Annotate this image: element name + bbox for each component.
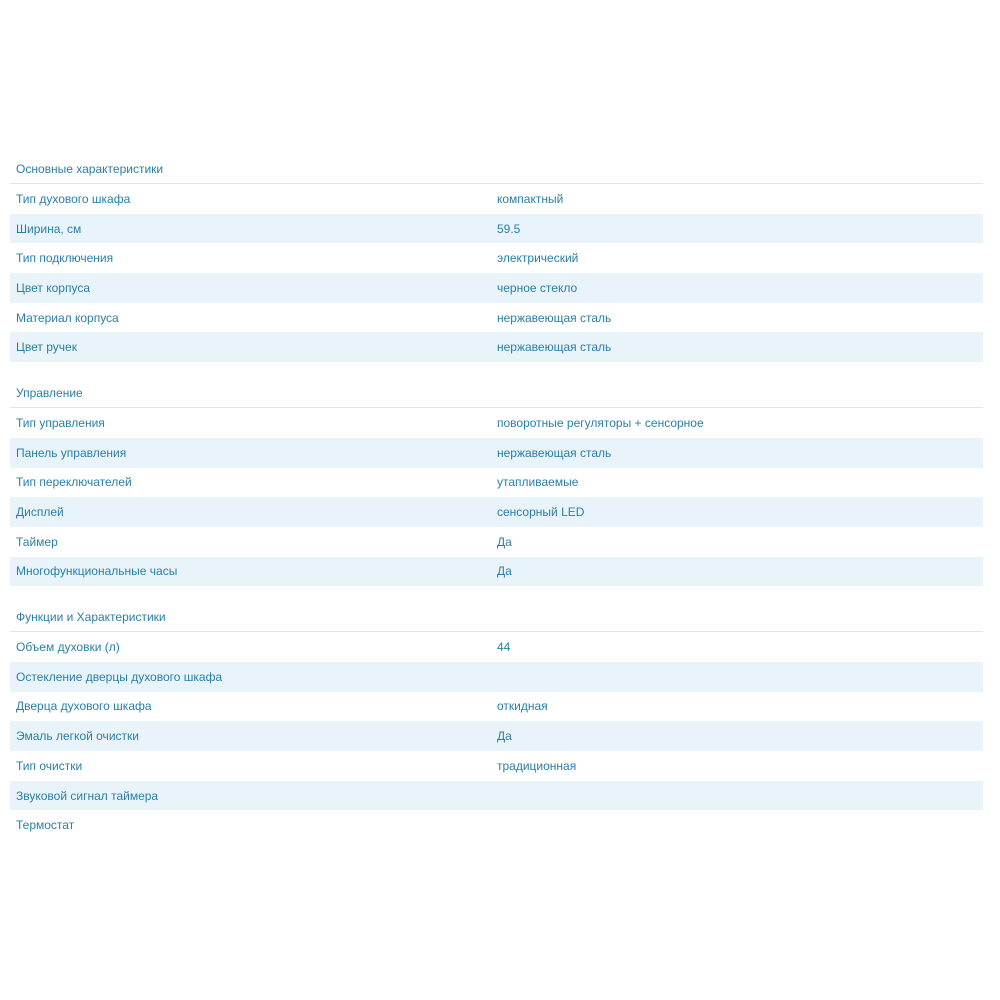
spec-label: Материал корпуса xyxy=(16,310,119,325)
table-row xyxy=(10,781,983,811)
spec-label: Цвет корпуса xyxy=(16,280,90,295)
table-row xyxy=(10,557,983,587)
table-row xyxy=(10,273,983,303)
spec-label: Дисплей xyxy=(16,505,64,520)
section-main-characteristics xyxy=(10,155,983,362)
spec-value: поворотные регуляторы + сенсорное xyxy=(497,415,704,430)
spec-label: Панель управления xyxy=(16,445,127,460)
spec-value: нержавеющая сталь xyxy=(497,310,612,325)
spec-value: электрический xyxy=(497,251,579,266)
table-row xyxy=(10,751,983,781)
spec-value: Да xyxy=(497,534,512,549)
spec-value: 59.5 xyxy=(497,221,521,236)
table-row xyxy=(10,243,983,273)
table-row xyxy=(10,468,983,498)
spec-label: Звуковой сигнал таймера xyxy=(16,788,159,803)
section-title: Функции и Характеристики xyxy=(10,603,983,632)
table-row xyxy=(10,332,983,362)
spec-label: Тип духового шкафа xyxy=(16,191,131,206)
table-row xyxy=(10,662,983,692)
spec-label: Эмаль легкой очистки xyxy=(16,729,139,744)
spec-value: традиционная xyxy=(497,758,577,773)
spec-table xyxy=(10,155,983,840)
table-row xyxy=(10,303,983,333)
spec-value: откидная xyxy=(497,699,548,714)
spec-label: Дверца духового шкафа xyxy=(16,699,152,714)
spec-label: Многофункциональные часы xyxy=(16,564,178,579)
spec-label: Цвет ручек xyxy=(16,340,77,355)
section-controls xyxy=(10,379,983,586)
section-functions xyxy=(10,603,983,840)
spec-label: Объем духовки (л) xyxy=(16,640,120,655)
spec-value: Да xyxy=(497,564,512,579)
spec-value: нержавеющая сталь xyxy=(497,340,612,355)
spec-label: Тип управления xyxy=(16,415,105,430)
spec-value: компактный xyxy=(497,191,564,206)
table-row xyxy=(10,692,983,722)
table-row xyxy=(10,497,983,527)
spec-label: Термостат xyxy=(16,818,75,833)
spec-value: нержавеющая сталь xyxy=(497,445,612,460)
spec-value: 44 xyxy=(497,640,511,655)
spec-value: утапливаемые xyxy=(497,475,579,490)
table-row xyxy=(10,810,983,840)
spec-label: Таймер xyxy=(16,534,58,549)
table-row xyxy=(10,632,983,662)
section-title: Управление xyxy=(10,379,983,408)
table-row xyxy=(10,408,983,438)
spec-label: Остекление дверцы духового шкафа xyxy=(16,669,223,684)
table-row xyxy=(10,184,983,214)
spec-label: Тип переключателей xyxy=(16,475,132,490)
spec-label: Ширина, см xyxy=(16,221,82,236)
spec-label: Тип подключения xyxy=(16,251,114,266)
table-row xyxy=(10,438,983,468)
spec-value: Да xyxy=(497,729,512,744)
section-title: Основные характеристики xyxy=(10,155,983,184)
spec-value: сенсорный LED xyxy=(497,505,585,520)
table-row xyxy=(10,214,983,244)
spec-value: черное стекло xyxy=(497,280,578,295)
table-row xyxy=(10,527,983,557)
spec-label: Тип очистки xyxy=(16,758,83,773)
table-row xyxy=(10,721,983,751)
